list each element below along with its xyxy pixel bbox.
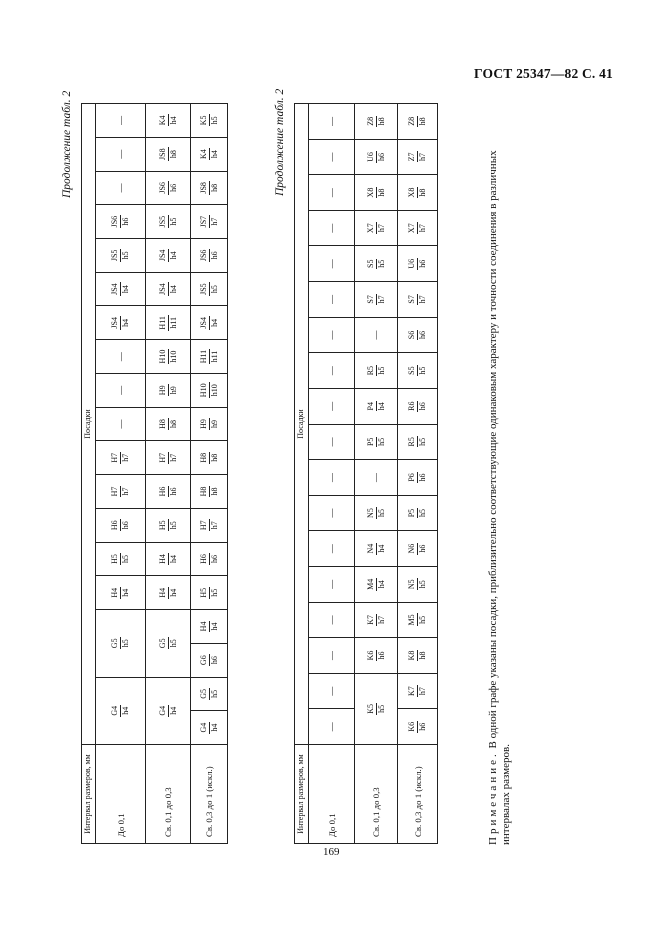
fit-fraction: H4 h4 xyxy=(110,587,130,598)
fit-cell: — xyxy=(309,531,355,567)
fit-fraction: S7 h7 xyxy=(365,295,386,304)
fit-cell: — xyxy=(309,282,355,318)
fit-cell xyxy=(146,441,191,475)
fits-table-1 xyxy=(81,103,228,844)
fit-cell xyxy=(398,602,438,638)
fit-cell xyxy=(398,460,438,496)
fit-cell xyxy=(146,137,191,171)
table-caption: Продолжение табл. 2 xyxy=(61,90,73,198)
fit-fraction: H8 h8 xyxy=(157,419,178,429)
fit-cell xyxy=(96,508,146,542)
fit-cell xyxy=(191,205,228,239)
fit-fraction: P5 h5 xyxy=(365,437,386,447)
fit-cell xyxy=(146,542,191,576)
fit-fraction: H9 h9 xyxy=(198,419,219,429)
fit-fraction: JS4 h4 xyxy=(157,249,178,262)
interval-header: Интервал размеров, мм xyxy=(82,745,96,844)
fit-cell xyxy=(398,104,438,140)
fit-fraction: N6 h6 xyxy=(407,543,427,554)
fit-fraction: G5 h5 xyxy=(157,638,178,649)
fit-cell xyxy=(355,602,398,638)
fit-fraction: H7 h7 xyxy=(198,520,219,531)
fit-cell xyxy=(96,677,146,744)
fit-fraction: S5 h5 xyxy=(365,259,386,268)
fit-fraction: H7 h7 xyxy=(110,486,130,497)
fit-fraction: JS7 h7 xyxy=(198,215,219,228)
interval-header: Интервал размеров, мм xyxy=(295,745,309,844)
table-row xyxy=(398,104,438,844)
fit-cell xyxy=(398,424,438,460)
fit-cell xyxy=(355,139,398,175)
fit-fraction: N4 h4 xyxy=(365,543,386,554)
table-row xyxy=(146,104,191,844)
fit-cell: — xyxy=(309,460,355,496)
fit-fraction: JS8 h8 xyxy=(198,182,219,194)
fit-cell xyxy=(355,210,398,246)
fit-fraction: K6 h6 xyxy=(407,721,427,732)
fit-cell xyxy=(146,104,191,138)
fit-fraction: R6 h6 xyxy=(407,401,427,411)
fit-fraction: S7 h7 xyxy=(407,295,427,304)
fit-fraction: JS5 h5 xyxy=(198,283,219,295)
fit-cell xyxy=(96,441,146,475)
fit-cell xyxy=(96,238,146,272)
note-text: В одной графе указаны посадки, приблизительно соответствующие одинаковым характеру и точности соединения в различных интервалах размеров. xyxy=(487,150,512,845)
interval-cell: Св. 0,3 до 1 (искл.) xyxy=(398,745,438,844)
fit-cell xyxy=(398,673,438,709)
fit-cell xyxy=(146,171,191,205)
fit-cell xyxy=(398,388,438,424)
fit-fraction: U6 h6 xyxy=(407,258,427,269)
fit-cell xyxy=(398,495,438,531)
fit-fraction: Z7 h7 xyxy=(407,152,427,162)
fit-fraction: M4 h4 xyxy=(365,578,386,590)
fit-fraction: H11 h11 xyxy=(198,349,219,364)
fit-fraction: U6 h6 xyxy=(365,152,386,162)
fit-cell xyxy=(191,576,228,610)
fit-fraction: K7 h7 xyxy=(365,614,386,625)
fit-cell: — xyxy=(309,495,355,531)
fit-cell xyxy=(191,542,228,576)
interval-cell: Св. 0,1 до 0,3 xyxy=(146,745,191,844)
fit-fraction: G5 h5 xyxy=(198,689,219,699)
fit-fraction: X8 h8 xyxy=(365,187,386,198)
fits-header: Посадки xyxy=(82,104,96,745)
fit-cell xyxy=(146,272,191,306)
fit-cell xyxy=(355,638,398,674)
fit-cell xyxy=(398,709,438,745)
fit-cell: — xyxy=(309,139,355,175)
fit-cell xyxy=(146,677,191,744)
page-number: 169 xyxy=(323,846,340,858)
fit-fraction: JS8 h8 xyxy=(157,148,178,160)
fit-cell: — xyxy=(355,460,398,496)
table-caption-2: Продолжение табл. 2 xyxy=(274,88,286,196)
fit-cell xyxy=(96,272,146,306)
fit-fraction: JS6 h6 xyxy=(110,215,130,228)
fit-fraction: H10 h10 xyxy=(198,383,219,398)
fit-fraction: G4 h4 xyxy=(157,705,178,716)
fit-cell xyxy=(191,171,228,205)
fit-fraction: K5 h5 xyxy=(365,704,386,714)
fit-fraction: K4 h4 xyxy=(198,149,219,160)
fit-cell xyxy=(146,238,191,272)
fit-cell xyxy=(191,610,228,644)
fit-cell: — xyxy=(309,388,355,424)
fit-fraction: R5 h5 xyxy=(365,365,386,376)
fit-cell xyxy=(355,388,398,424)
fit-cell xyxy=(191,677,228,711)
note-lead: Примечание. xyxy=(487,751,499,845)
table-row xyxy=(309,104,355,844)
fit-fraction: JS5 h5 xyxy=(110,249,130,262)
fit-fraction: JS6 h6 xyxy=(198,249,219,262)
page-header: ГОСТ 25347—82 С. 41 xyxy=(474,66,613,81)
fit-cell xyxy=(146,610,191,677)
fit-fraction: X8 h8 xyxy=(407,187,427,198)
fit-cell xyxy=(191,137,228,171)
fit-cell xyxy=(398,638,438,674)
fit-cell xyxy=(191,272,228,306)
fit-fraction: P5 h5 xyxy=(407,508,427,518)
fit-cell xyxy=(398,317,438,353)
fit-cell xyxy=(96,610,146,677)
fit-cell xyxy=(355,673,398,744)
fit-fraction: H10 h10 xyxy=(157,349,178,364)
fit-cell: — xyxy=(309,210,355,246)
fit-cell xyxy=(398,139,438,175)
fit-fraction: H9 h9 xyxy=(157,385,178,396)
fit-cell xyxy=(146,576,191,610)
fit-cell: — xyxy=(309,638,355,674)
fit-cell xyxy=(191,306,228,340)
fit-fraction: K7 h7 xyxy=(407,686,427,696)
fit-fraction: JS5 h5 xyxy=(157,215,178,228)
fit-cell xyxy=(355,353,398,389)
fit-cell: — xyxy=(309,673,355,709)
fit-fraction: X7 h7 xyxy=(365,223,386,234)
fit-fraction: P6 h6 xyxy=(407,473,427,482)
fit-fraction: G4 h4 xyxy=(198,722,219,733)
fit-cell xyxy=(355,531,398,567)
fit-cell: — xyxy=(309,353,355,389)
fit-cell xyxy=(191,441,228,475)
fit-cell xyxy=(146,340,191,374)
fit-fraction: H4 h4 xyxy=(157,554,178,564)
fit-cell xyxy=(146,306,191,340)
fit-cell xyxy=(96,306,146,340)
fit-fraction: R5 h5 xyxy=(407,437,427,447)
fit-cell: — xyxy=(309,424,355,460)
fit-cell: — xyxy=(96,407,146,441)
fit-cell xyxy=(146,508,191,542)
fit-cell xyxy=(146,373,191,407)
fit-cell: — xyxy=(355,317,398,353)
fit-fraction: JS4 h4 xyxy=(157,283,178,295)
table-row xyxy=(191,104,228,844)
fit-fraction: P4 h4 xyxy=(365,401,386,411)
fit-cell: — xyxy=(96,137,146,171)
fit-cell: — xyxy=(309,175,355,211)
fit-cell xyxy=(398,566,438,602)
fit-cell xyxy=(355,246,398,282)
fit-cell xyxy=(191,475,228,509)
fit-fraction: H4 h4 xyxy=(198,621,219,632)
fit-fraction: K5 h5 xyxy=(198,115,219,126)
fit-cell xyxy=(355,424,398,460)
fit-fraction: S5 h5 xyxy=(407,366,427,375)
fits-table-2 xyxy=(294,103,438,844)
fit-cell: — xyxy=(309,246,355,282)
fit-cell xyxy=(398,353,438,389)
fit-fraction: K4 h4 xyxy=(157,115,178,126)
fit-fraction: JS6 h6 xyxy=(157,182,178,194)
fit-cell xyxy=(96,205,146,239)
fit-fraction: H6 h6 xyxy=(198,554,219,564)
fit-cell: — xyxy=(96,373,146,407)
fit-fraction: H5 h5 xyxy=(157,520,178,531)
fit-fraction: G5 h5 xyxy=(110,638,130,649)
fit-cell xyxy=(398,210,438,246)
fit-cell: — xyxy=(309,104,355,140)
fit-cell xyxy=(96,475,146,509)
interval-cell: До 0,1 xyxy=(96,745,146,844)
fit-cell xyxy=(398,531,438,567)
fit-cell xyxy=(146,407,191,441)
table-note xyxy=(487,105,513,845)
fit-fraction: H8 h8 xyxy=(198,486,219,497)
fit-fraction: Z8 h8 xyxy=(365,116,386,126)
fit-fraction: H7 h7 xyxy=(157,452,178,463)
fit-cell xyxy=(398,282,438,318)
fit-cell: — xyxy=(309,602,355,638)
fit-cell xyxy=(191,238,228,272)
fit-fraction: JS4 h4 xyxy=(110,283,130,295)
fit-cell xyxy=(398,175,438,211)
fit-cell xyxy=(146,205,191,239)
fit-fraction: H4 h4 xyxy=(157,587,178,598)
fit-fraction: K8 h8 xyxy=(407,650,427,661)
interval-cell: Св. 0,3 до 1 (искл.) xyxy=(191,745,228,844)
fit-cell xyxy=(191,104,228,138)
fit-cell xyxy=(355,495,398,531)
table-row xyxy=(355,104,398,844)
fit-fraction: M5 h5 xyxy=(407,614,427,626)
fit-cell: — xyxy=(96,340,146,374)
fit-cell xyxy=(355,104,398,140)
fit-fraction: Z8 h8 xyxy=(407,116,427,126)
fit-cell: — xyxy=(96,171,146,205)
fit-fraction: N5 h5 xyxy=(365,508,386,518)
fit-cell xyxy=(191,508,228,542)
interval-cell: До 0,1 xyxy=(309,745,355,844)
fit-fraction: JS4 h4 xyxy=(110,317,130,329)
fit-fraction: H8 h8 xyxy=(198,452,219,463)
interval-cell: Св. 0,1 до 0,3 xyxy=(355,745,398,844)
fit-cell: — xyxy=(309,566,355,602)
fit-fraction: H6 h6 xyxy=(110,520,130,531)
fit-fraction: G6 h6 xyxy=(198,655,219,666)
fit-cell xyxy=(191,407,228,441)
fit-cell xyxy=(355,566,398,602)
fit-fraction: S6 h6 xyxy=(407,330,427,340)
fit-fraction: K6 h6 xyxy=(365,650,386,661)
fit-fraction: G4 h4 xyxy=(110,705,130,716)
fit-cell xyxy=(191,643,228,677)
fits-header: Посадки xyxy=(295,104,309,745)
fit-cell xyxy=(96,542,146,576)
fit-cell xyxy=(191,373,228,407)
fit-cell xyxy=(191,711,228,745)
fit-fraction: H5 h5 xyxy=(198,587,219,598)
fit-cell xyxy=(355,175,398,211)
fit-cell: — xyxy=(309,317,355,353)
fit-fraction: H11 h11 xyxy=(157,316,178,330)
fit-cell xyxy=(355,282,398,318)
fit-fraction: N5 h5 xyxy=(407,579,427,590)
fit-fraction: H5 h5 xyxy=(110,554,130,564)
table-row xyxy=(96,104,146,844)
fit-cell: — xyxy=(309,709,355,745)
fit-fraction: JS4 h4 xyxy=(198,317,219,329)
fit-cell xyxy=(146,475,191,509)
fit-cell xyxy=(191,340,228,374)
fit-fraction: H6 h6 xyxy=(157,486,178,497)
fit-cell xyxy=(398,246,438,282)
fit-cell: — xyxy=(96,104,146,138)
fit-cell xyxy=(96,576,146,610)
fit-fraction: H7 h7 xyxy=(110,452,130,463)
fit-fraction: X7 h7 xyxy=(407,223,427,234)
